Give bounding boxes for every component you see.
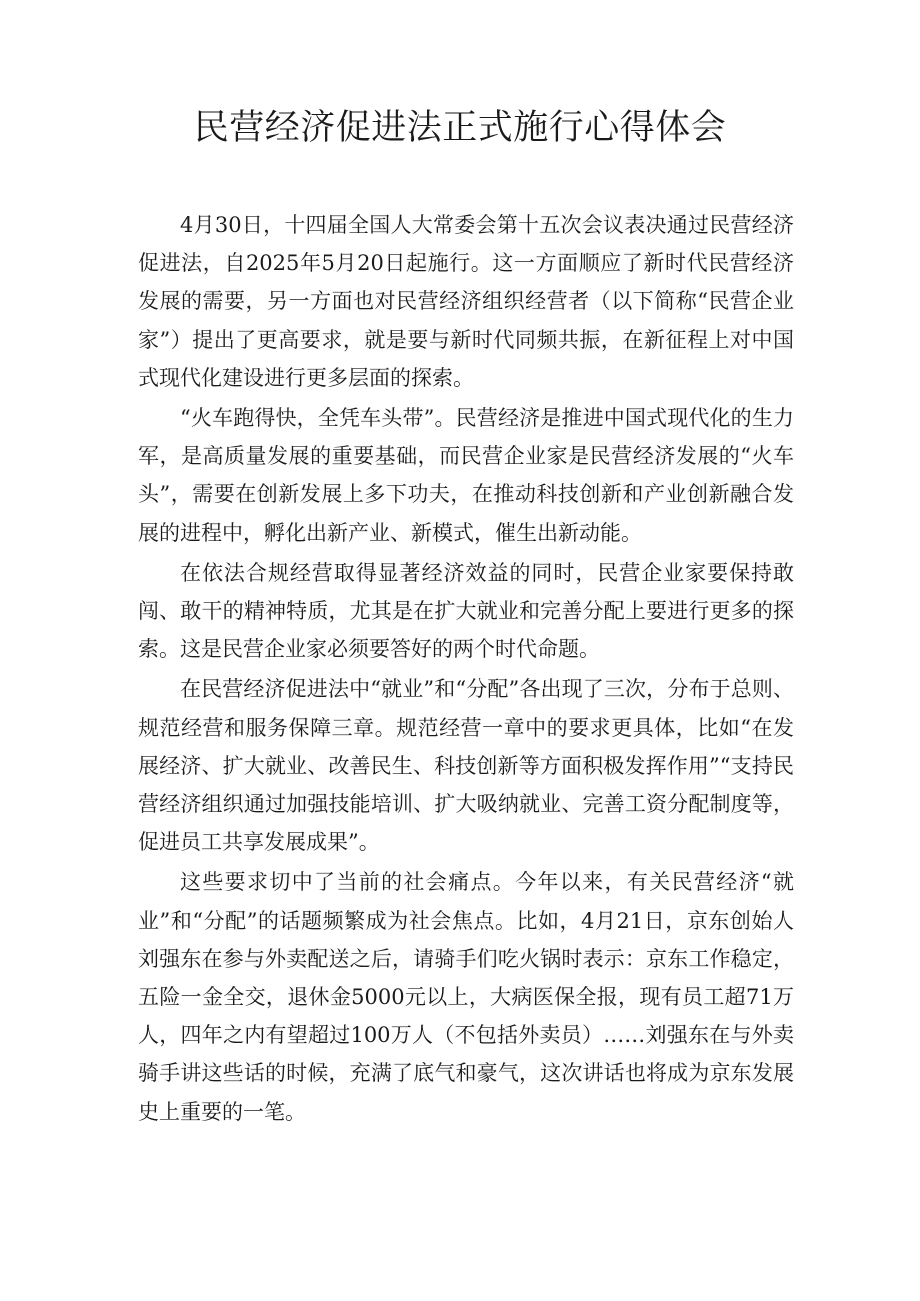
paragraph-1: 4月30日，十四届全国人大常委会第十五次会议表决通过民营经济促进法，自2025年5月20日起施行。这一方面顺应了新时代民营经济发展的需要，另一方面也对民营经济组织经营者（以下简称“民营企业家”）提出了更高要求，就是要与新时代同频共振，在新征程上对中国式现代化建设进行更多层面的探索。 xyxy=(138,213,794,390)
paragraph-4: 在民营经济促进法中“就业”和“分配”各出现了三次，分布于总则、规范经营和服务保障三章。规范经营一章中的要求更具体，比如“在发展经济、扩大就业、改善民生、科技创新等方面积极发挥作用”“支持民营经济组织通过加强技能培训、扩大吸纳就业、完善工资分配制度等，促进员工共享发展成果”。 xyxy=(138,677,794,855)
paragraph-5: 这些要求切中了当前的社会痛点。今年以来，有关民营经济“就业”和“分配”的话题频繁成为社会焦点。比如，4月21日，京东创始人刘强东在参与外卖配送之后，请骑手们吃火锅时表示：京东工作稳定，五险一金全交，退休金5000元以上，大病医保全报，现有员工超71万人，四年之内有望超过100万人（不包括外卖员）……刘强东在与外卖骑手讲这些话的时候，充满了底气和豪气，这次讲话也将成为京东发展史上重要的一笔。 xyxy=(138,870,794,1124)
paragraph-3: 在依法合规经营取得显著经济效益的同时，民营企业家要保持敢闯、敢干的精神特质，尤其是在扩大就业和完善分配上要进行更多的探索。这是民营企业家必须要答好的两个时代命题。 xyxy=(138,560,794,662)
document-body xyxy=(138,206,794,1133)
paragraph-2: “火车跑得快，全凭车头带”。民营经济是推进中国式现代化的生力军，是高质量发展的重要基础，而民营企业家是民营经济发展的“火车头”，需要在创新发展上多下功夫，在推动科技创新和产业创新融合发展的进程中，孵化出新产业、新模式，催生出新动能。 xyxy=(138,406,794,545)
document-title: 民营经济促进法正式施行心得体会 xyxy=(193,108,727,148)
